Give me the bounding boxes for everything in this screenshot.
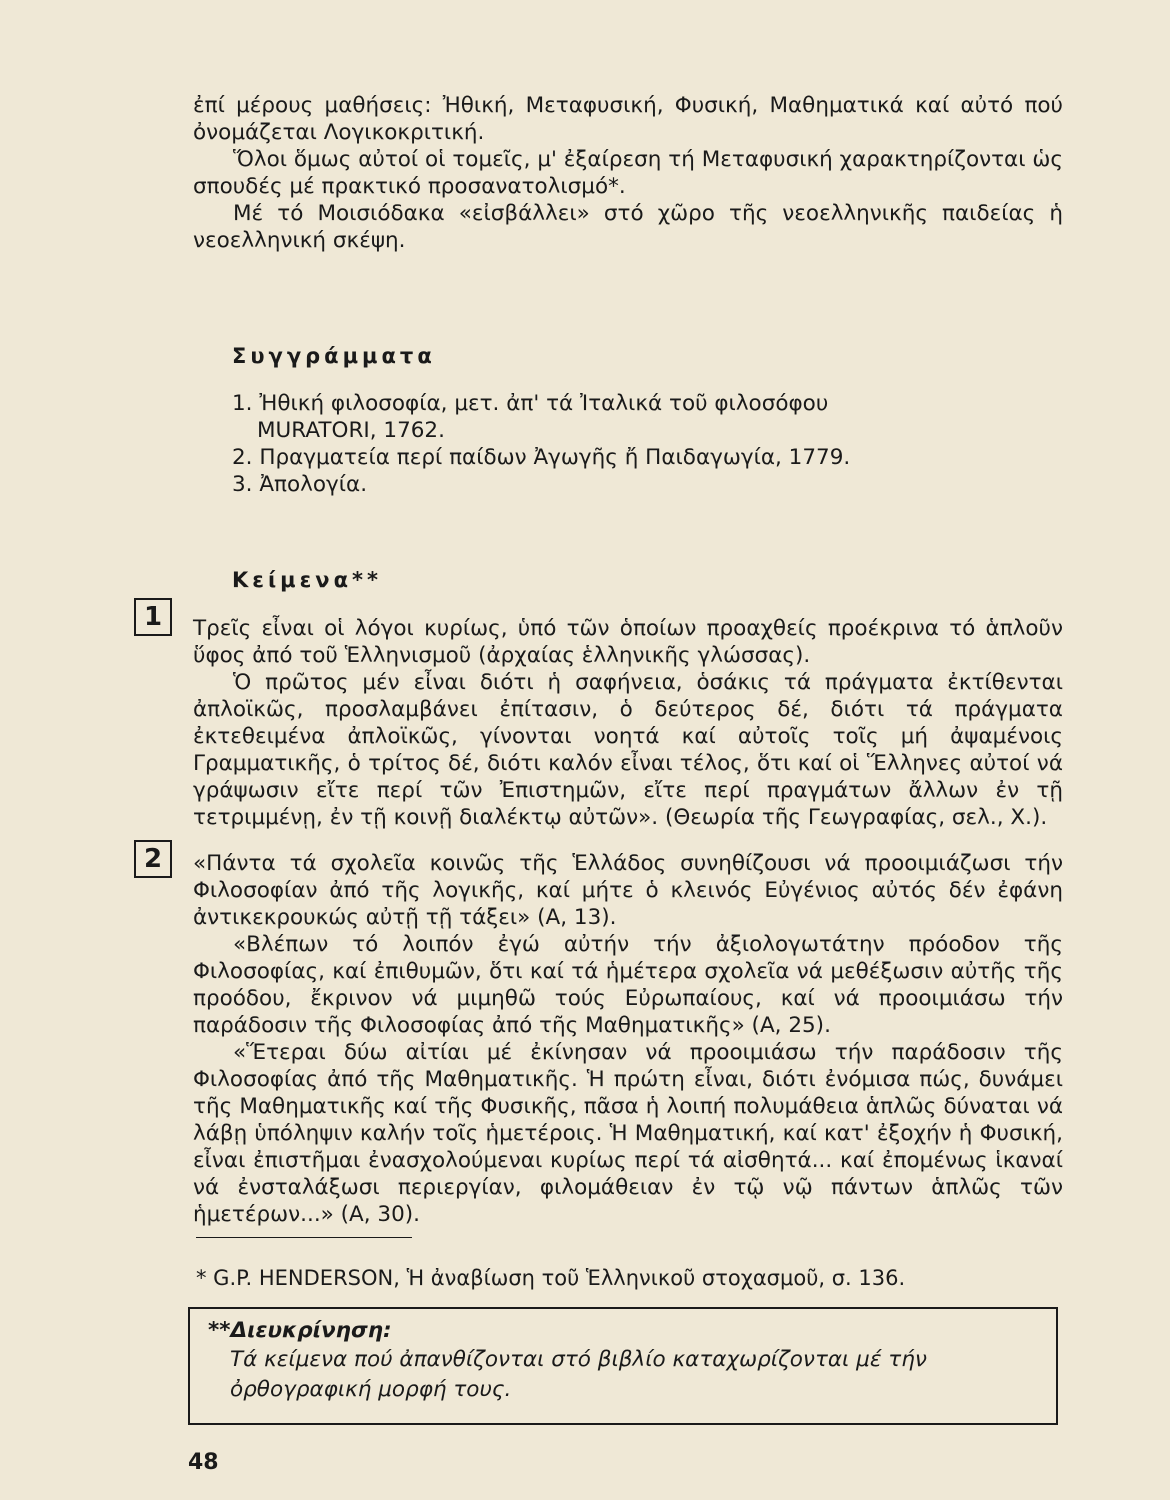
page-number: 48 [188, 1450, 219, 1475]
list-item: 3. Ἀπολογία. [232, 472, 368, 497]
writings-list [232, 390, 992, 498]
section-number-box: 2 [134, 840, 172, 878]
footnote-divider [196, 1237, 412, 1238]
text-section-2 [193, 850, 1063, 1228]
list-item: 2. Πραγματεία περί παίδων Ἀγωγῆς ἤ Παιδαγωγία, 1779. [232, 445, 851, 470]
text-paragraph: Ὁ πρῶτος μέν εἶναι διότι ἡ σαφήνεια, ὁσάκις τά πράγματα ἐκτίθενται ἀπλοϊκῶς, προσλαμβάνει ἐπίτασιν, ὁ δεύτερος δέ, διότι τά πράγματα ἐκτεθειμένα ἀπλοϊκῶς, γίνονται νοητά καί αὐτοῖς τοῖς μή ἀψαμένοις Γραμματικῆς, ὁ τρίτος δέ, διότι καλόν εἶναι τέλος, ὅτι καί οἱ Ἕλληνες αὐτοί νά γράψωσιν εἴτε περί τῶν Ἐπιστημῶν, εἴτε περί πραγμάτων ἄλλων ἐν τῇ τετριμμένῃ, ἐν τῇ κοινῇ διαλέκτῳ αὐτῶν». (Θεωρία τῆς Γεωγραφίας, σελ., Χ.). [193, 670, 1063, 830]
list-item: 1. Ἠθική φιλοσοφία, μετ. ἀπ' τά Ἰταλικά τοῦ φιλοσόφου [232, 391, 829, 416]
text-paragraph: «Ἕτεραι δύω αἰτίαι μέ ἐκίνησαν νά προοιμιάσω τήν παράδοσιν τῆς Φιλοσοφίας ἀπό τῆς Μαθηματικῆς. Ἡ πρώτη εἶναι, διότι ἐνόμισα πώς, δυνάμει τῆς Μαθηματικῆς καί τῆς Φυσικῆς, πᾶσα ἡ λοιπή πολυμάθεια ἁπλῶς δύναται νά λάβῃ ὑπόληψιν καλήν τοῖς ἡμετέροις. Ἡ Μαθηματική, καί κατ' ἐξοχήν ἡ Φυσική, εἶναι ἐπιστῆμαι ἐνασχολούμεναι κυρίως περί τά αἰσθητά... καί ἐπομένως ἱκαναί νά ἐνσταλάξωσι περιεργίαν, φιλομάθειαν ἐν τῷ νῷ πάντων ἁπλῶς τῶν ἡμετέρων...» (Α, 30). [193, 1040, 1063, 1227]
intro-paragraph: Ὅλοι ὅμως αὐτοί οἱ τομεῖς, μ' ἐξαίρεση τή Μεταφυσική χαρακτηρίζονται ὡς σπουδές μέ πρακτικό προσανατολισμό*. [193, 147, 1063, 199]
section-number-box: 1 [134, 598, 172, 636]
clarification-label: **Διευκρίνηση: [208, 1318, 392, 1343]
list-item-continuation: MURATORI, 1762. [257, 418, 445, 443]
text-paragraph: «Πάντα τά σχολεῖα κοινῶς τῆς Ἑλλάδος συνηθίζουσι νά προοιμιάζωσι τήν Φιλοσοφίαν ἀπό τῆς λογικῆς, καί μήτε ὁ κλεινός Εὐγένιος αὐτός δέν ἐφάνη ἀντικεκρουκώς αὐτῇ τῇ τάξει» (Α, 13). [193, 851, 1063, 930]
intro-paragraph: ἐπί μέρους μαθήσεις: Ἠθική, Μεταφυσική, Φυσική, Μαθηματικά καί αὐτό πού ὀνομάζεται Λογικοκριτική. [193, 93, 1063, 145]
text-paragraph: Τρεῖς εἶναι οἱ λόγοι κυρίως, ὑπό τῶν ὁποίων προαχθείς προέκρινα τό ἁπλοῦν ὕφος ἀπό τοῦ Ἑλληνισμοῦ (ἀρχαίας ἑλληνικῆς γλώσσας). [193, 616, 1063, 668]
texts-heading: Κείμενα** [232, 568, 382, 592]
intro-paragraph: Μέ τό Μοισιόδακα «εἰσβάλλει» στό χῶρο τῆς νεοελληνικῆς παιδείας ἡ νεοελληνική σκέψη. [193, 201, 1063, 253]
footnote: * G.P. HENDERSON, Ἡ ἀναβίωση τοῦ Ἑλληνικοῦ στοχασμοῦ, σ. 136. [196, 1266, 906, 1290]
writings-heading: Συγγράμματα [232, 344, 436, 368]
text-paragraph: «Βλέπων τό λοιπόν ἐγώ αὐτήν τήν ἀξιολογωτάτην πρόοδον τῆς Φιλοσοφίας, καί ἐπιθυμῶν, ὅτι καί τά ἡμέτερα σχολεῖα νά μεθέξωσιν αὐτῆς τῆς προόδου, ἔκρινον νά μιμηθῶ τούς Εὐρωπαίους, καί νά προοιμιάσω τήν παράδοσιν τῆς Φιλοσοφίας ἀπό τῆς Μαθηματικῆς» (Α, 25). [193, 932, 1063, 1038]
text-section-1 [193, 615, 1063, 831]
intro-section [193, 92, 1063, 254]
clarification-box [188, 1307, 1058, 1425]
clarification-text: Τά κείμενα πού ἀπανθίζονται στό βιβλίο καταχωρίζονται μέ τήν ὀρθογραφική μορφή τους. [230, 1347, 927, 1402]
